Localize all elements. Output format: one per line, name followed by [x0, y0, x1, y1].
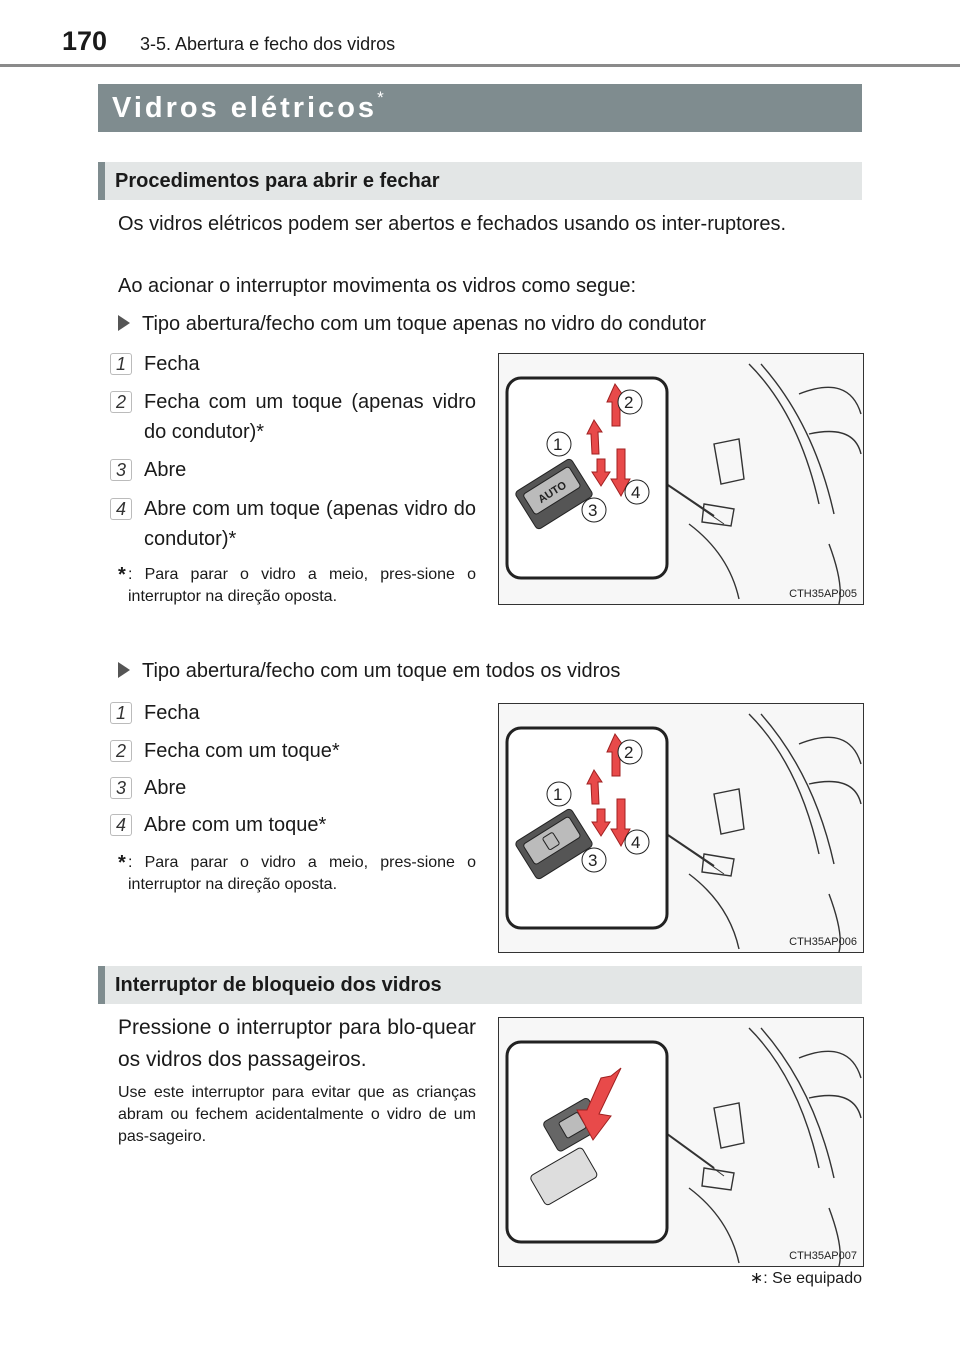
item-number: 2 — [110, 391, 132, 413]
bullet-triangle-icon — [118, 315, 130, 331]
svg-text:1: 1 — [553, 435, 563, 454]
intro-paragraph-2: Ao acionar o interruptor movimenta os vidros como segue: — [118, 275, 637, 297]
section-heading-lock: Interruptor de bloqueio dos vidros — [98, 966, 862, 1004]
list-item — [110, 698, 476, 728]
svg-text:2: 2 — [624, 743, 634, 762]
intro-paragraph: Os vidros elétricos podem ser abertos e fechados usando os inter-ruptores. — [118, 213, 787, 235]
item-number: 3 — [110, 777, 132, 799]
item-text: Abre com um toque* — [144, 814, 327, 836]
lock-note: Use este interruptor para evitar que as crianças abram ou fechem acidentalmente o vidro de um pas-sageiro. — [118, 1084, 476, 1145]
svg-text:3: 3 — [588, 851, 598, 870]
bullet-driver-only — [118, 309, 706, 339]
figure-driver-switch — [498, 353, 864, 605]
figure-drawing — [499, 354, 863, 604]
svg-text:1: 1 — [553, 785, 563, 804]
bullet-all-windows — [118, 656, 620, 686]
item-text: Fecha com um toque (apenas vidro do condutor)* — [144, 391, 476, 443]
list-item — [110, 455, 476, 485]
item-text: Abre com um toque (apenas vidro do condutor)* — [144, 498, 476, 550]
svg-text:2: 2 — [624, 393, 634, 412]
auto-label: AUTO — [536, 479, 569, 506]
list-item — [110, 349, 476, 379]
item-number: 4 — [110, 814, 132, 836]
figure-lock-switch — [498, 1017, 864, 1267]
item-text: Fecha — [144, 702, 200, 724]
item-number: 3 — [110, 459, 132, 481]
svg-text:4: 4 — [631, 833, 641, 852]
item-text: Abre — [144, 777, 187, 799]
bullet-text: Tipo abertura/fecho com um toque apenas no vidro do condutor — [142, 313, 707, 335]
footnote-if-equipped: ∗: Se equipado — [749, 1270, 862, 1287]
svg-text:3: 3 — [588, 501, 598, 520]
note-asterisk: * — [118, 852, 126, 874]
section-heading-procedures: Procedimentos para abrir e fechar — [98, 162, 862, 200]
note-asterisk: * — [118, 564, 126, 586]
bullet-text: Tipo abertura/fecho com um toque em todos os vidros — [142, 660, 621, 682]
item-number: 1 — [110, 702, 132, 724]
item-text: Abre — [144, 459, 187, 481]
list-item — [110, 494, 476, 554]
list-item — [110, 736, 476, 766]
figure-drawing — [499, 1018, 863, 1266]
bullet-triangle-icon — [118, 662, 130, 678]
header-rule — [0, 64, 960, 67]
page-title — [98, 84, 862, 132]
item-text: Fecha com um toque* — [144, 740, 340, 762]
figure-code: CTH35AP007 — [789, 1250, 857, 1262]
note-stop-midway — [118, 564, 476, 608]
svg-text:4: 4 — [631, 483, 641, 502]
note-stop-midway — [118, 852, 476, 896]
list-item — [110, 387, 476, 447]
note-text: : Para parar o vidro a meio, pres-sione o interruptor na direção oposta. — [128, 854, 476, 893]
page-title-text: Vidros elétricos — [112, 92, 378, 124]
figure-drawing — [499, 704, 863, 952]
lock-paragraph: Pressione o interruptor para blo-quear os vidros dos passageiros. — [118, 1016, 476, 1071]
figure-code: CTH35AP006 — [789, 936, 857, 948]
item-number: 2 — [110, 740, 132, 762]
section-title: 3-5. Abertura e fecho dos vidros — [140, 34, 396, 54]
note-text: : Para parar o vidro a meio, pres-sione o interruptor na direção oposta. — [128, 566, 476, 605]
list-item — [110, 810, 476, 840]
item-number: 4 — [110, 498, 132, 520]
page-number: 170 — [62, 26, 108, 56]
figure-code: CTH35AP005 — [789, 588, 857, 600]
item-number: 1 — [110, 353, 132, 375]
title-asterisk: * — [377, 88, 384, 107]
list-item — [110, 773, 476, 803]
item-text: Fecha — [144, 353, 200, 375]
figure-all-switch — [498, 703, 864, 953]
